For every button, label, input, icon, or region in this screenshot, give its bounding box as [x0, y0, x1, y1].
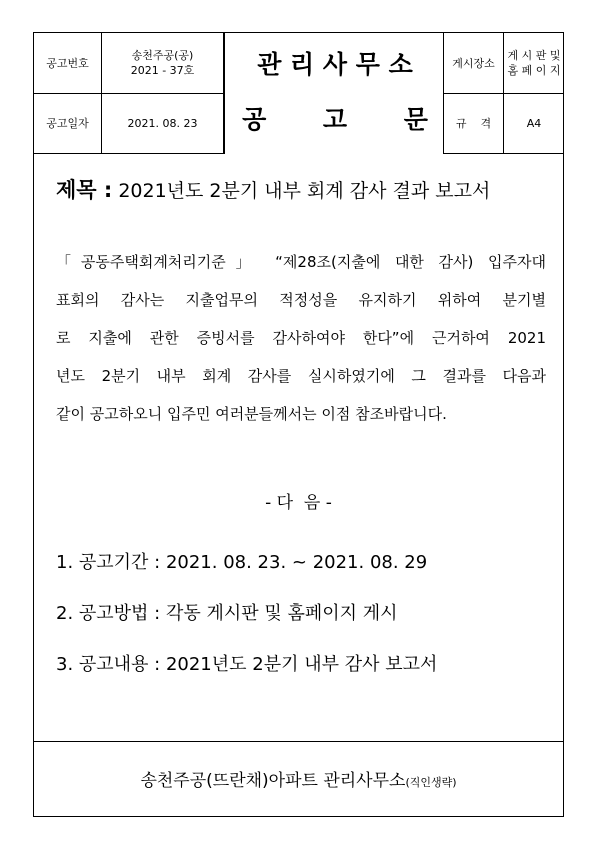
size-value: A4 [526, 117, 542, 130]
item-content: 3. 공고내용 : 2021년도 2분기 내부 감사 보고서 [56, 654, 438, 675]
footer-seal-note: (직인생략) [405, 776, 457, 789]
body-line: 표회의 감사는 지출업무의 적정성을 유지하기 위하여 분기별 [56, 291, 546, 309]
item-method: 2. 공고방법 : 각동 게시판 및 홈페이지 게시 [56, 603, 398, 624]
footer-divider [34, 741, 563, 742]
size-label: 규 격 [444, 94, 504, 153]
post-place-value-line1: 게 시 판 및 [507, 49, 561, 62]
post-place-label: 게시장소 [444, 33, 504, 93]
body-line: 로 지출에 관한 증빙서를 감사하여야 한다”에 근거하여 2021 [56, 329, 546, 347]
body-line: 「공동주택회계처리기준」 “제28조(지출에 대한 감사) 입주자대 [56, 253, 546, 271]
body-line: 같이 공고하오니 입주민 여러분들께서는 이점 참조바랍니다. [56, 405, 447, 423]
footer-signature [34, 766, 563, 791]
footer-office-name: 송천주공(뜨란채)아파트 관리사무소 [140, 771, 406, 791]
notice-no-value-line2: 2021 - 37호 [130, 64, 195, 77]
office-title-block [224, 33, 444, 154]
notice-date-label: 공고일자 [34, 94, 102, 153]
item-period: 1. 공고기간 : 2021. 08. 23. ~ 2021. 08. 29 [56, 552, 428, 573]
notice-no-value-line1: 송천주공(공) [131, 49, 194, 62]
notice-no-label: 공고번호 [34, 33, 102, 93]
post-place-value [504, 33, 564, 93]
subject-text: 2021년도 2분기 내부 회계 감사 결과 보고서 [118, 180, 491, 202]
notice-no-value [102, 33, 224, 93]
notice-title: 공 고 문 [242, 105, 428, 134]
subject-label: 제목 : [56, 178, 113, 202]
notice-frame [33, 32, 564, 817]
da-eum-heading: - 다 음 - [265, 493, 332, 513]
subject-line [56, 174, 490, 204]
notice-body [56, 243, 546, 433]
office-title: 관 리 사 무 소 [257, 50, 413, 79]
body-line: 년도 2분기 내부 회계 감사를 실시하였기에 그 결과를 다음과 [56, 367, 546, 385]
notice-date-value: 2021. 08. 23 [102, 94, 224, 153]
post-place-value-line2: 홈 페 이 지 [507, 64, 561, 77]
